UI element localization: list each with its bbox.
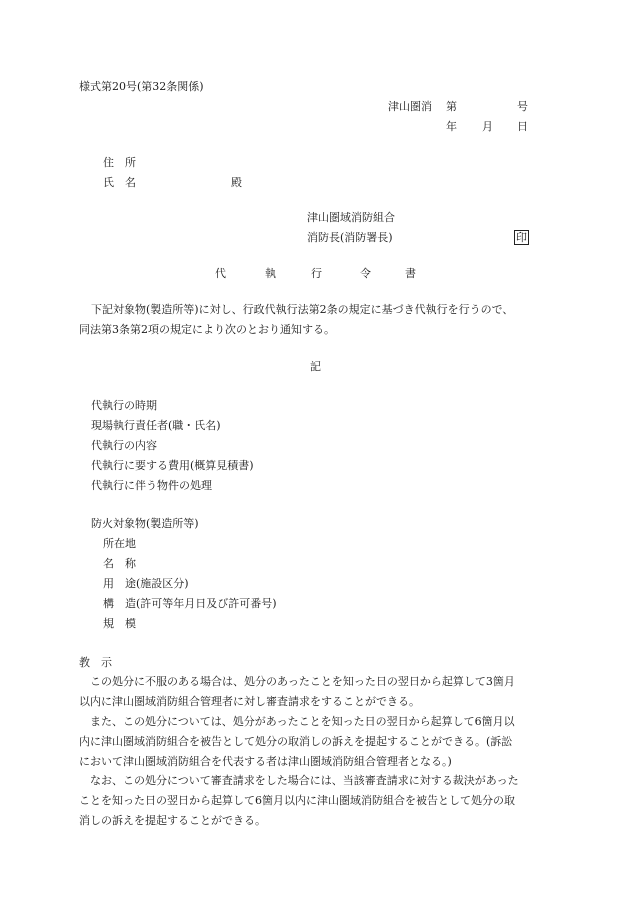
date-day: 日 (517, 120, 528, 133)
item-execution-cost: 代執行に要する費用(概算見積書) (91, 459, 254, 472)
form-label: 様式第20号(第32条関係) (79, 80, 204, 93)
seal-mark: 印 (516, 231, 527, 244)
ki-heading: 記 (310, 360, 321, 373)
item-execution-period: 代執行の時期 (91, 399, 157, 412)
instruction-line: なお、この処分について審査請求をした場合には、当該審査請求に対する裁決があった (79, 774, 519, 787)
target-heading: 防火対象物(製造所等) (91, 517, 199, 530)
doc-number-issuer: 津山圏消 (388, 100, 432, 113)
recipient-address-label: 住 所 (103, 156, 136, 169)
target-structure: 構 造(許可等年月日及び許可番号) (103, 597, 277, 610)
item-site-manager: 現場執行責任者(職・氏名) (91, 419, 221, 432)
doc-number-go: 号 (517, 100, 528, 113)
date-year: 年 (446, 120, 457, 133)
item-execution-content: 代執行の内容 (91, 439, 157, 452)
doc-number-dai: 第 (446, 100, 457, 113)
title-char: 書 (405, 267, 416, 280)
sender-title: 消防長(消防署長) (307, 231, 393, 244)
title-char: 令 (360, 267, 371, 280)
recipient-name-label: 氏 名 (103, 176, 136, 189)
instruction-line: この処分に不服のある場合は、処分のあったことを知った日の翌日から起算して3箇月 (79, 675, 515, 688)
instruction-line: また、この処分については、処分があったことを知った日の翌日から起算して6箇月以 (79, 715, 515, 728)
title-char: 代 (215, 267, 226, 280)
instruction-line: 以内に津山圏域消防組合管理者に対し審査請求をすることができる。 (79, 695, 420, 708)
sender-org: 津山圏域消防組合 (307, 211, 395, 224)
recipient-honorific: 殿 (231, 176, 242, 189)
target-location: 所在地 (103, 537, 136, 550)
item-property-handling: 代執行に伴う物件の処理 (91, 479, 212, 492)
instruction-heading: 教 示 (79, 656, 112, 669)
intro-line: 同法第3条第2項の規定により次のとおり通知する。 (79, 323, 335, 336)
intro-line: 下記対象物(製造所等)に対し、行政代執行法第2条の規定に基づき代執行を行うので、 (91, 303, 514, 316)
instruction-line: ことを知った日の翌日から起算して6箇月以内に津山圏域消防組合を被告として処分の取 (79, 794, 515, 807)
title-char: 執 (265, 267, 276, 280)
instruction-line: において津山圏域消防組合を代表する者は津山圏域消防組合管理者となる。) (79, 755, 452, 768)
target-use: 用 途(施設区分) (103, 577, 189, 590)
target-scale: 規 模 (103, 617, 136, 630)
title-char: 行 (311, 267, 322, 280)
instruction-line: 内に津山圏域消防組合を被告として処分の取消しの訴えを提起することができる。(訴訟 (79, 735, 513, 748)
instruction-line: 消しの訴えを提起することができる。 (79, 814, 266, 827)
target-name: 名 称 (103, 557, 136, 570)
date-month: 月 (482, 120, 493, 133)
